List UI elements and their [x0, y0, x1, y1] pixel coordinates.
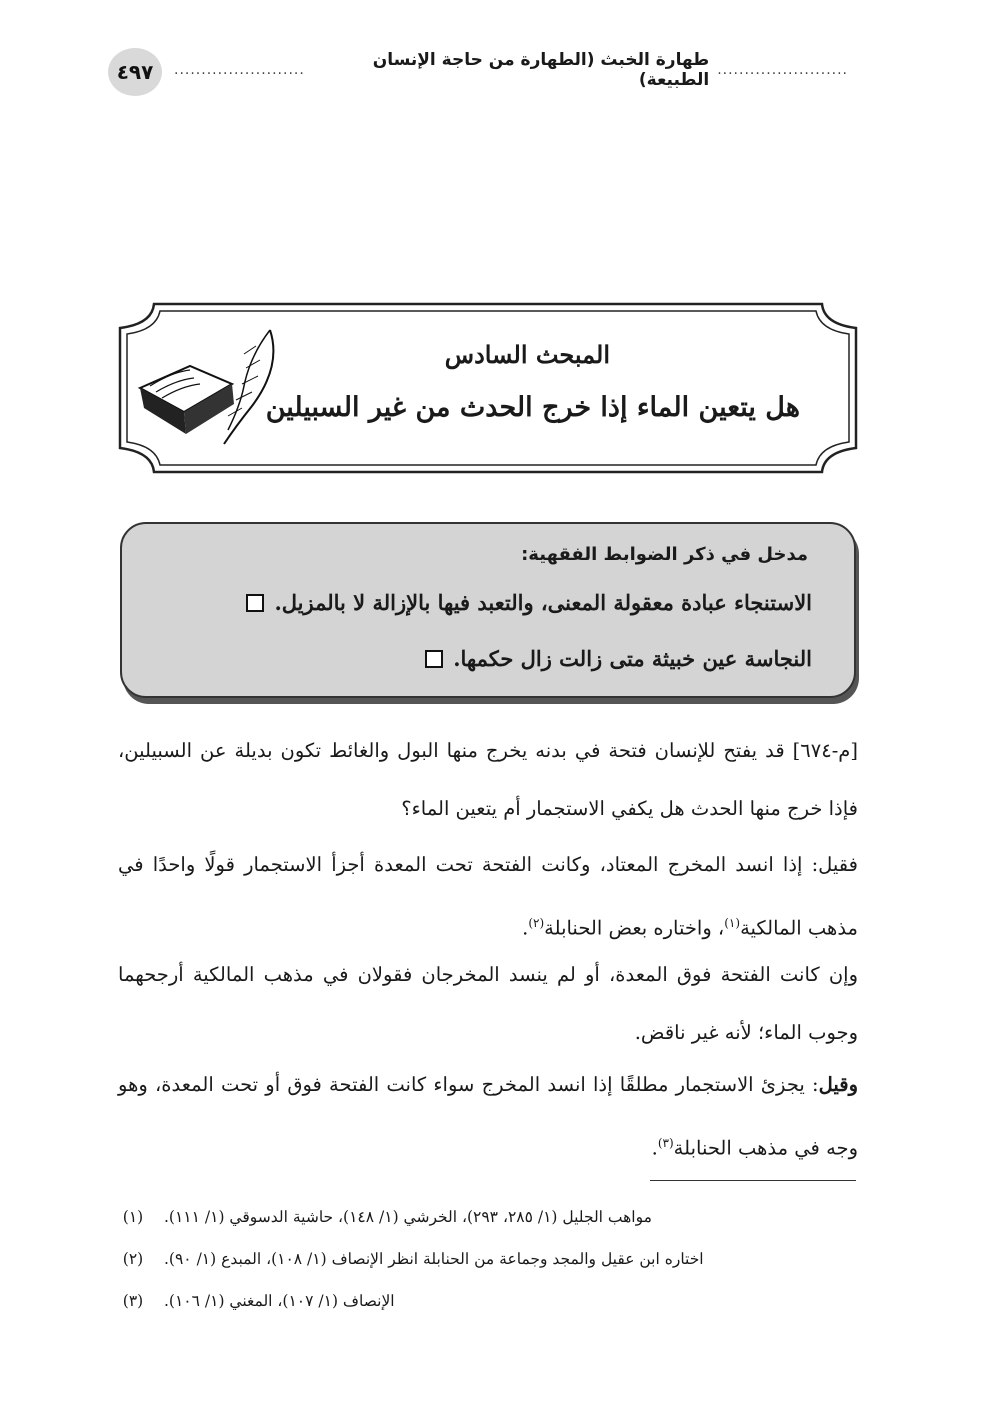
footnote-number: (٢): [122, 1250, 144, 1268]
leader-dots-right: ........................: [717, 62, 848, 78]
running-header: [174, 50, 848, 90]
footnote-number: (١): [122, 1208, 144, 1226]
section-question-title: هل يتعين الماء إذا خرج الحدث من غير السبيلين: [265, 392, 800, 423]
paragraph-lead: وقيل: [818, 1073, 858, 1096]
paragraph: [118, 836, 858, 958]
footnote-number: (٣): [122, 1292, 144, 1310]
paragraph: [118, 1056, 858, 1178]
principle-text: النجاسة عين خبيثة متى زالت زال حكمها.: [453, 646, 812, 671]
paragraph-text: فقيل: إذا انسد المخرج المعتاد، وكانت الفتحة تحت المعدة أجزأ الاستجمار قولًا واحدًا في مذهب المالكية: [118, 853, 858, 940]
footnotes: [118, 1196, 858, 1322]
page-number: ٤٩٧: [108, 48, 162, 96]
leader-dots-left: ........................: [174, 62, 305, 78]
principle-text: الاستنجاء عبادة معقولة المعنى، والتعبد فيها بالإزالة لا بالمزيل.: [274, 590, 812, 615]
principles-heading: مدخل في ذكر الضوابط الفقهية:: [521, 544, 808, 565]
section-number-title: المبحث السادس: [444, 340, 610, 369]
footnote: [118, 1238, 858, 1280]
section-title-frame: [118, 302, 858, 474]
footnote-ref[interactable]: (٣): [657, 1136, 674, 1150]
paragraph-text: : يجزئ الاستجمار مطلقًا إذا انسد المخرج سواء كانت الفتحة فوق أو تحت المعدة، وهو وجه في مذهب الحنابلة: [118, 1073, 858, 1160]
footnote-separator: [650, 1180, 856, 1181]
book-quill-icon: [132, 326, 282, 451]
principle-item: [425, 646, 812, 671]
footnote: [118, 1196, 858, 1238]
running-title: طهارة الخبث (الطهارة من حاجة الإنسان الطبيعة): [372, 50, 710, 90]
footnote-text: الإنصاف (١/ ١٠٧)، المغني (١/ ١٠٦).: [164, 1292, 395, 1310]
paragraph-text: .: [651, 1136, 658, 1160]
page-header: [108, 48, 848, 96]
paragraph-text: .: [522, 916, 529, 940]
checkbox-icon: [246, 594, 264, 612]
footnote-text: مواهب الجليل (١/ ٢٨٥، ٢٩٣)، الخرشي (١/ ١٤٨)، حاشية الدسوقي (١/ ١١١).: [164, 1208, 652, 1226]
footnote-text: اختاره ابن عقيل والمجد وجماعة من الحنابلة انظر الإنصاف (١/ ١٠٨)، المبدع (١/ ٩٠).: [164, 1250, 704, 1268]
fiqh-principles-box: [120, 522, 856, 698]
footnote-ref[interactable]: (١): [724, 916, 741, 930]
paragraph: [م-٦٧٤] قد يفتح للإنسان فتحة في بدنه يخرج منها البول والغائط تكون بديلة عن السبيلين، فإذا خرج منها الحدث هل يكفي الاستجمار أم يتعين الماء؟: [118, 739, 858, 820]
paragraph-text: ، واختاره بعض الحنابلة: [544, 916, 725, 940]
footnote-ref[interactable]: (٢): [528, 916, 545, 930]
principle-item: [246, 590, 812, 615]
paragraph: وإن كانت الفتحة فوق المعدة، أو لم ينسد المخرجان فقولان في مذهب المالكية أرجحهما وجوب الماء؛ لأنه غير ناقض.: [118, 963, 858, 1044]
footnote: [118, 1280, 858, 1322]
checkbox-icon: [425, 650, 443, 668]
